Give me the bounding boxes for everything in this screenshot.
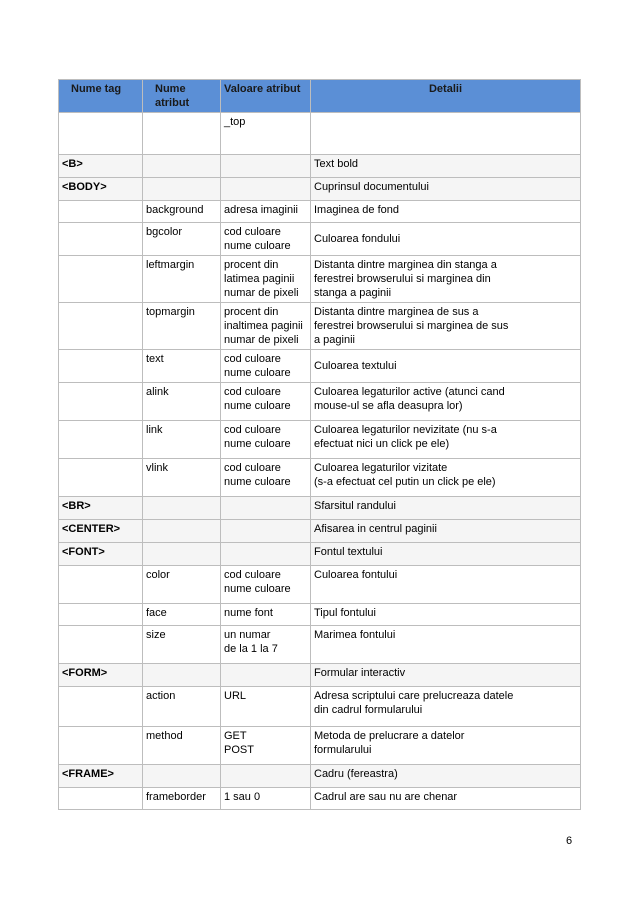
cell-tag-name xyxy=(59,350,143,383)
cell-details xyxy=(311,303,581,350)
cell-attribute-value-line: nume culoare xyxy=(224,476,291,488)
cell-details-line: Metoda de prelucrare a datelor xyxy=(314,730,465,742)
table-row xyxy=(59,256,581,303)
cell-tag-name xyxy=(59,201,143,223)
cell-details-line: Cadrul are sau nu are chenar xyxy=(314,791,458,803)
cell-details xyxy=(311,459,581,497)
cell-details-line: ferestrei browserului si marginea din xyxy=(314,273,491,285)
cell-details-line: Marimea fontului xyxy=(314,629,396,641)
cell-details xyxy=(311,727,581,765)
table-row xyxy=(59,383,581,421)
cell-tag-name: <FONT> xyxy=(59,543,143,566)
cell-attribute-value-line: inaltimea paginii xyxy=(224,320,303,332)
cell-attribute-value-line: nume culoare xyxy=(224,400,291,412)
cell-attribute-name: link xyxy=(143,421,221,459)
html-tags-table xyxy=(58,79,581,810)
cell-attribute-value-line: procent din xyxy=(224,259,279,271)
cell-attribute-name: color xyxy=(143,566,221,604)
cell-attribute-value xyxy=(221,664,311,687)
cell-details-line: Afisarea in centrul paginii xyxy=(314,523,437,535)
cell-attribute-value xyxy=(221,350,311,383)
cell-details-line: Distanta dintre marginea din stanga a xyxy=(314,259,497,271)
cell-details-line: Cuprinsul documentului xyxy=(314,181,429,193)
table-row xyxy=(59,687,581,727)
cell-attribute-value xyxy=(221,497,311,520)
cell-details-line: ferestrei browserului si marginea de sus xyxy=(314,320,509,332)
cell-attribute-value-line: numar de pixeli xyxy=(224,334,299,346)
cell-details xyxy=(311,765,581,788)
header-attribute-value: Valoare atribut xyxy=(221,80,311,113)
cell-details-line: Culoarea textului xyxy=(314,360,397,372)
cell-details-line: Cadru (fereastra) xyxy=(314,768,398,780)
cell-attribute-value xyxy=(221,788,311,810)
cell-attribute-value xyxy=(221,566,311,604)
cell-attribute-value-line: POST xyxy=(224,744,254,756)
cell-attribute-name xyxy=(143,520,221,543)
cell-attribute-value xyxy=(221,223,311,256)
cell-details-line: Culoarea fondului xyxy=(314,233,401,245)
cell-attribute-name xyxy=(143,765,221,788)
table-row xyxy=(59,113,581,155)
cell-attribute-name xyxy=(143,543,221,566)
cell-details xyxy=(311,201,581,223)
cell-details-line: Culoarea fontului xyxy=(314,569,398,581)
cell-details xyxy=(311,383,581,421)
cell-tag-name xyxy=(59,223,143,256)
cell-details xyxy=(311,113,581,155)
cell-attribute-name: background xyxy=(143,201,221,223)
cell-tag-name xyxy=(59,788,143,810)
table-row xyxy=(59,459,581,497)
cell-attribute-value-line: nume culoare xyxy=(224,583,291,595)
cell-tag-name: <FORM> xyxy=(59,664,143,687)
cell-tag-name: <FRAME> xyxy=(59,765,143,788)
cell-attribute-name: text xyxy=(143,350,221,383)
cell-details xyxy=(311,566,581,604)
cell-attribute-value xyxy=(221,113,311,155)
cell-details xyxy=(311,178,581,201)
cell-attribute-value xyxy=(221,520,311,543)
cell-details-line: mouse-ul se afla deasupra lor) xyxy=(314,400,463,412)
cell-tag-name xyxy=(59,459,143,497)
cell-attribute-value xyxy=(221,178,311,201)
cell-attribute-value xyxy=(221,256,311,303)
cell-attribute-value xyxy=(221,303,311,350)
cell-details xyxy=(311,626,581,664)
cell-details-line: din cadrul formularului xyxy=(314,704,423,716)
cell-tag-name xyxy=(59,256,143,303)
table-row xyxy=(59,664,581,687)
page-number: 6 xyxy=(566,835,573,847)
cell-attribute-value-line: cod culoare xyxy=(224,386,281,398)
cell-details xyxy=(311,421,581,459)
cell-attribute-value xyxy=(221,626,311,664)
table-row xyxy=(59,155,581,178)
cell-details xyxy=(311,788,581,810)
table-row xyxy=(59,566,581,604)
table-row xyxy=(59,421,581,459)
cell-attribute-value-line: GET xyxy=(224,730,247,742)
cell-details xyxy=(311,223,581,256)
cell-details xyxy=(311,155,581,178)
cell-attribute-value-line: cod culoare xyxy=(224,226,281,238)
cell-tag-name xyxy=(59,303,143,350)
cell-attribute-name: topmargin xyxy=(143,303,221,350)
cell-tag-name: <B> xyxy=(59,155,143,178)
table-row xyxy=(59,626,581,664)
header-attribute-name-text: Nume atribut xyxy=(155,83,190,109)
cell-details xyxy=(311,520,581,543)
table-row xyxy=(59,788,581,810)
cell-details xyxy=(311,256,581,303)
cell-details xyxy=(311,543,581,566)
cell-attribute-name xyxy=(143,178,221,201)
cell-attribute-value-line: _top xyxy=(224,116,246,128)
cell-attribute-value-line: cod culoare xyxy=(224,424,281,436)
cell-attribute-value xyxy=(221,201,311,223)
cell-attribute-value-line: nume culoare xyxy=(224,240,291,252)
cell-attribute-value xyxy=(221,687,311,727)
header-attribute-name xyxy=(143,80,221,113)
cell-details xyxy=(311,687,581,727)
table-row xyxy=(59,350,581,383)
cell-attribute-name xyxy=(143,664,221,687)
table-row xyxy=(59,497,581,520)
cell-tag-name: <CENTER> xyxy=(59,520,143,543)
cell-attribute-value-line: un numar xyxy=(224,629,271,641)
cell-attribute-name: face xyxy=(143,604,221,626)
cell-details-line: Fontul textului xyxy=(314,546,383,558)
cell-tag-name xyxy=(59,566,143,604)
cell-attribute-value-line: de la 1 la 7 xyxy=(224,643,278,655)
cell-tag-name xyxy=(59,421,143,459)
cell-tag-name xyxy=(59,113,143,155)
cell-attribute-name: size xyxy=(143,626,221,664)
cell-details-line: Culoarea legaturilor vizitate xyxy=(314,462,448,474)
table-row xyxy=(59,178,581,201)
cell-details-line: Culoarea legaturilor active (atunci cand xyxy=(314,386,505,398)
cell-details-line: Formular interactiv xyxy=(314,667,406,679)
cell-tag-name xyxy=(59,604,143,626)
cell-details-line: a paginii xyxy=(314,334,355,346)
cell-details-line: stanga a paginii xyxy=(314,287,392,299)
cell-attribute-name: leftmargin xyxy=(143,256,221,303)
cell-attribute-value xyxy=(221,727,311,765)
table-row xyxy=(59,223,581,256)
cell-tag-name: <BODY> xyxy=(59,178,143,201)
table-row xyxy=(59,543,581,566)
header-details: Detalii xyxy=(311,80,581,113)
cell-attribute-name: vlink xyxy=(143,459,221,497)
cell-attribute-name: alink xyxy=(143,383,221,421)
cell-attribute-value-line: numar de pixeli xyxy=(224,287,299,299)
cell-attribute-name xyxy=(143,113,221,155)
header-tag-name: Nume tag xyxy=(59,80,143,113)
cell-details xyxy=(311,350,581,383)
cell-tag-name: <BR> xyxy=(59,497,143,520)
cell-attribute-value xyxy=(221,421,311,459)
cell-details xyxy=(311,497,581,520)
cell-attribute-value xyxy=(221,155,311,178)
cell-details-line: (s-a efectuat cel putin un click pe ele) xyxy=(314,476,496,488)
cell-attribute-value-line: nume font xyxy=(224,607,273,619)
cell-attribute-name: action xyxy=(143,687,221,727)
cell-tag-name xyxy=(59,727,143,765)
cell-attribute-value xyxy=(221,543,311,566)
cell-attribute-name xyxy=(143,497,221,520)
table-body xyxy=(59,113,581,810)
cell-details-line: Adresa scriptului care prelucreaza datele xyxy=(314,690,514,702)
cell-attribute-value-line: cod culoare xyxy=(224,569,281,581)
cell-details-line: Culoarea legaturilor nevizitate (nu s-a xyxy=(314,424,497,436)
cell-attribute-value xyxy=(221,765,311,788)
cell-attribute-value xyxy=(221,383,311,421)
cell-tag-name xyxy=(59,687,143,727)
cell-attribute-value-line: cod culoare xyxy=(224,353,281,365)
cell-details-line: Tipul fontului xyxy=(314,607,376,619)
cell-tag-name xyxy=(59,383,143,421)
cell-details-line: efectuat nici un click pe ele) xyxy=(314,438,450,450)
cell-attribute-value-line: procent din xyxy=(224,306,279,318)
cell-attribute-value-line: nume culoare xyxy=(224,367,291,379)
cell-attribute-value xyxy=(221,459,311,497)
cell-attribute-value xyxy=(221,604,311,626)
cell-details-line: Imaginea de fond xyxy=(314,204,400,216)
cell-attribute-value-line: nume culoare xyxy=(224,438,291,450)
cell-details xyxy=(311,664,581,687)
table-row xyxy=(59,727,581,765)
cell-details-line: Distanta dintre marginea de sus a xyxy=(314,306,479,318)
cell-attribute-value-line: 1 sau 0 xyxy=(224,791,261,803)
cell-details xyxy=(311,604,581,626)
cell-details-line: Sfarsitul randului xyxy=(314,500,396,512)
cell-attribute-value-line: latimea paginii xyxy=(224,273,295,285)
cell-attribute-value-line: URL xyxy=(224,690,247,702)
table-row xyxy=(59,201,581,223)
cell-attribute-value-line: cod culoare xyxy=(224,462,281,474)
table-row xyxy=(59,604,581,626)
cell-attribute-name: method xyxy=(143,727,221,765)
table-row xyxy=(59,303,581,350)
cell-attribute-name: frameborder xyxy=(143,788,221,810)
cell-details-line: formularului xyxy=(314,744,372,756)
cell-details-line: Text bold xyxy=(314,158,359,170)
cell-attribute-name: bgcolor xyxy=(143,223,221,256)
table-row xyxy=(59,765,581,788)
cell-tag-name xyxy=(59,626,143,664)
table-row xyxy=(59,520,581,543)
table-header-row xyxy=(59,80,581,113)
cell-attribute-value-line: adresa imaginii xyxy=(224,204,298,216)
cell-attribute-name xyxy=(143,155,221,178)
